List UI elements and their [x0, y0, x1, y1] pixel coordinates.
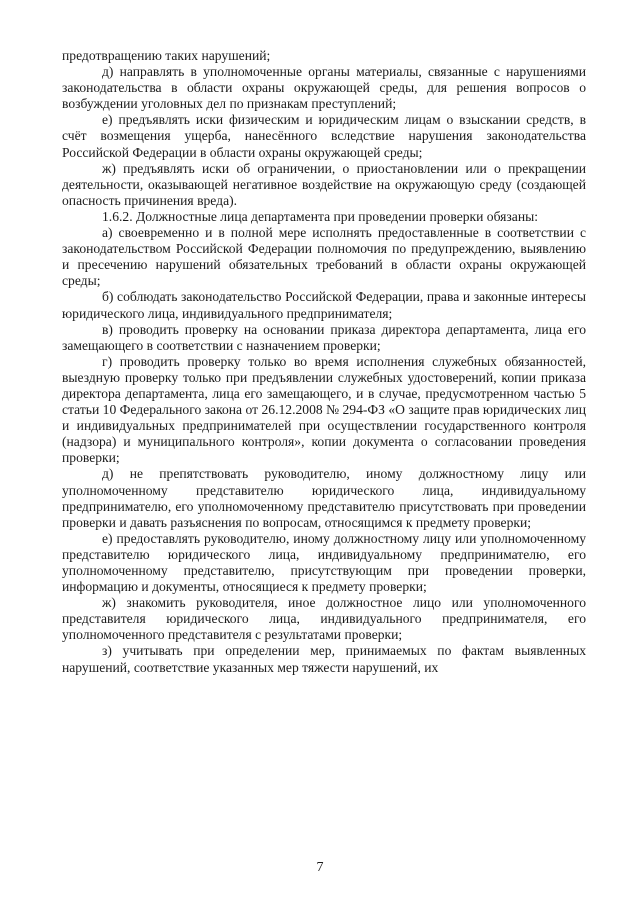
paragraph-item-zh: ж) предъявлять иски об ограничении, о приостановлении или о прекращении деятельности, оказывающей негативное воздействие на окружающую среду (создающей опасность причинения вреда).: [62, 160, 586, 208]
paragraph-section-1-6-2: 1.6.2. Должностные лица департамента при проведении проверки обязаны:: [102, 208, 539, 224]
paragraph-continuation: предотвращению таких нарушений;: [62, 48, 271, 63]
paragraph-duty-b: б) соблюдать законодательство Российской Федерации, права и законные интересы юридического лица, индивидуального предпринимателя;: [62, 289, 586, 321]
paragraph-duty-z: з) учитывать при определении мер, принимаемых по фактам выявленных нарушений, соответствие указанных мер тяжести нарушений, их: [62, 643, 586, 675]
page-number: 7: [316, 860, 324, 875]
paragraph-duty-g: г) проводить проверку только во время исполнения служебных обязанностей, выездную проверку только при предъявлении служебных удостоверений, копии приказа директора департамента, лица его замещающего, и в случае, предусмотренном частью 5 статьи 10 Федерального закона от 26.12.2008 № 294-ФЗ «О защите прав юридических лиц и индивидуальных предпринимателей при осуществлении государственного контроля (надзора) и муниципального контроля», копии документа о согласовании проведения проверки;: [62, 353, 586, 466]
document-body: [62, 48, 586, 676]
paragraph-item-d: д) направлять в уполномоченные органы материалы, связанные с нарушениями законодательства в области охраны окружающей среды, для решения вопросов о возбуждении уголовных дел по признакам преступлений;: [62, 64, 586, 112]
paragraph-duty-d: д) не препятствовать руководителю, иному должностному лицу или уполномоченному представителю юридического лица, индивидуальному предпринимателю, его уполномоченному представителю присутствовать при проведении проверки и давать разъяснения по вопросам, относящимся к предмету проверки;: [62, 466, 586, 530]
paragraph-duty-a: а) своевременно и в полной мере исполнять предоставленные в соответствии с законодательством Российской Федерации полномочия по предупреждению, выявлению и пресечению нарушений обязательных требований в области охраны окружающей среды;: [62, 225, 586, 289]
paragraph-duty-zh: ж) знакомить руководителя, иное должностное лицо или уполномоченного представителя юридического лица, индивидуального предпринимателя, его уполномоченного представителя с результатами проверки;: [62, 595, 586, 643]
paragraph-duty-v: в) проводить проверку на основании приказа директора департамента, лица его замещающего в соответствии с назначением проверки;: [62, 321, 586, 353]
paragraph-item-e: е) предъявлять иски физическим и юридическим лицам о взыскании средств, в счёт возмещения ущерба, нанесённого вследствие нарушения законодательства Российской Федерации в области охраны окружающей среды;: [62, 112, 586, 160]
paragraph-duty-e: е) предоставлять руководителю, иному должностному лицу или уполномоченному представителю юридического лица, индивидуальному предпринимателю, его уполномоченному представителю, присутствующим при проведении проверки, информацию и документы, относящиеся к предмету проверки;: [62, 530, 586, 595]
